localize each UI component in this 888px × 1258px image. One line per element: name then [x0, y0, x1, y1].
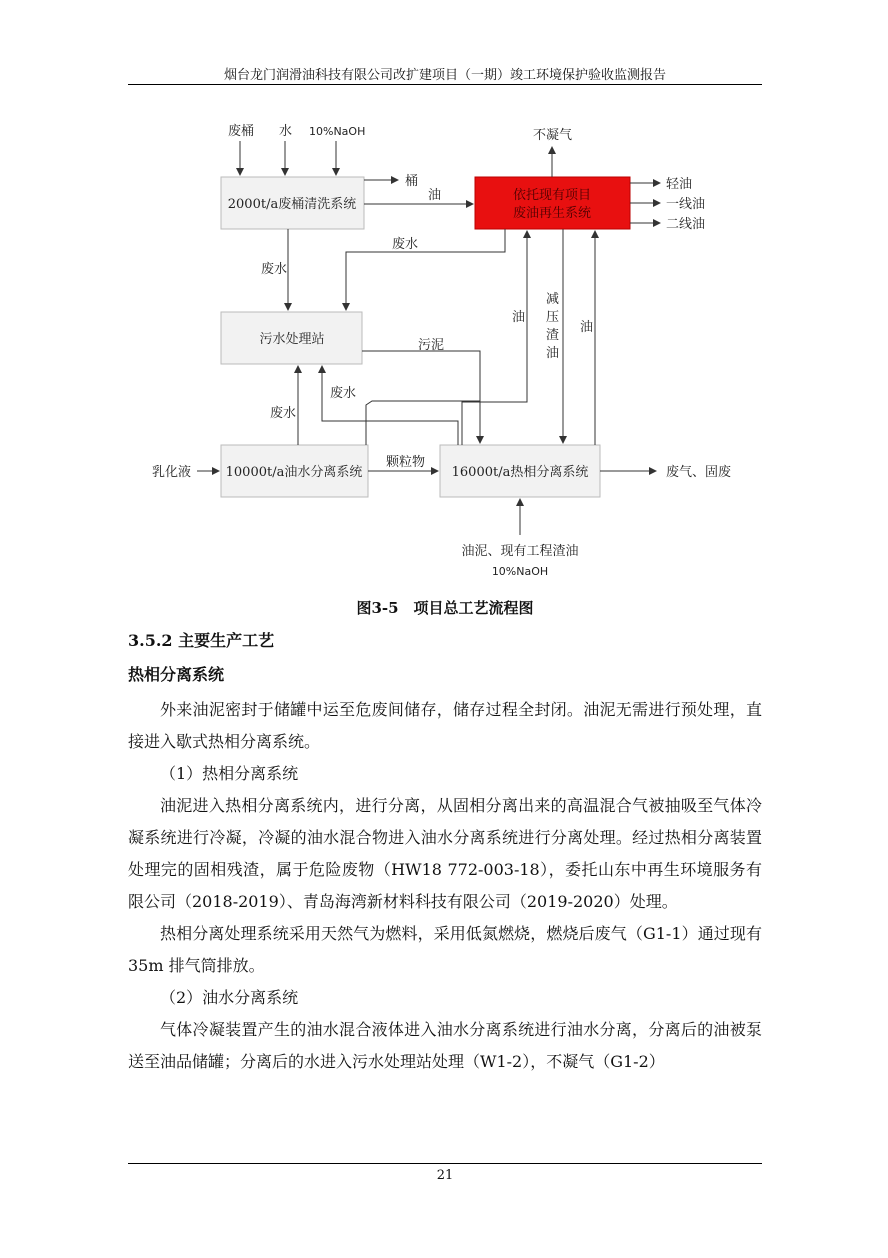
label-waste-out: 废气、固废 [666, 465, 732, 480]
label-wastewater-low: 废水 [270, 406, 297, 421]
figure-caption: 图3-5 项目总工艺流程图 [356, 599, 534, 617]
label-wastewater-mid: 废水 [330, 386, 357, 401]
label-particles: 颗粒物 [386, 455, 426, 470]
box-oil-water-label: 10000t/a油水分离系统 [225, 465, 363, 480]
box-regeneration-line1: 依托现有项目 [512, 188, 592, 203]
paragraph-2: 油泥进入热相分离系统内，进行分离，从固相分离出来的高温混合气被抽吸至气体冷凝系统进行冷凝，冷凝的油水混合物进入油水分离系统进行分离处理。经过热相分离装置处理完的固相残渣，属于危险废物（HW18 772-003-18），委托山东中再生环境服务有限公司（2018-2019）、青岛海湾新材料科技有限公司（2019-2020）处理。 [128, 796, 762, 911]
paragraph-1: 外来油泥密封于储罐中运至危废间储存，储存过程全封闭。油泥无需进行预处理，直接进入歇式热相分离系统。 [128, 700, 762, 751]
label-vacuum-4: 油 [546, 346, 560, 361]
section-heading: 3.5.2 主要生产工艺 [128, 631, 275, 650]
process-flow-diagram [0, 105, 888, 595]
paragraph-3: 热相分离处理系统采用天然气为燃料，采用低氮燃烧，燃烧后废气（G1-1）通过现有 35m 排气筒排放。 [128, 924, 762, 975]
label-line2-oil: 二线油 [666, 217, 706, 232]
header-rule [128, 84, 762, 85]
label-line1-oil: 一线油 [666, 197, 706, 212]
page-number: 21 [436, 1168, 454, 1183]
label-oil-right: 油 [580, 320, 594, 335]
item-thermal-system: （1）热相分离系统 [160, 764, 299, 783]
label-bucket: 桶 [405, 174, 419, 189]
paragraph-4: 气体冷凝装置产生的油水混合液体进入油水分离系统进行油水分离，分离后的油被泵送至油品储罐；分离后的水进入污水处理站处理（W1-2），不凝气（G1-2） [128, 1020, 762, 1071]
input-water: 水 [279, 124, 293, 139]
page-header: 烟台龙门润滑油科技有限公司改扩建项目（一期）竣工环境保护验收监测报告 [223, 68, 666, 83]
label-sludge: 污泥 [418, 338, 445, 353]
item-oil-water-system: （2）油水分离系统 [160, 988, 299, 1007]
label-emulsion: 乳化液 [152, 465, 192, 480]
label-wastewater-top: 废水 [392, 237, 419, 252]
label-bottom-input-2: 10%NaOH [491, 565, 549, 578]
box-bucket-wash-label: 2000t/a废桶清洗系统 [227, 197, 357, 212]
label-light-oil: 轻油 [666, 177, 693, 192]
label-non-condensable: 不凝气 [533, 128, 573, 143]
label-oil-mid: 油 [512, 310, 526, 325]
box-thermal-label: 16000t/a热相分离系统 [451, 465, 589, 480]
label-bottom-input-1: 油泥、现有工程渣油 [461, 544, 579, 559]
label-oil-top: 油 [428, 188, 442, 203]
body-text [128, 694, 762, 1078]
label-vacuum-1: 减 [546, 292, 560, 307]
label-wastewater-left: 废水 [261, 262, 288, 277]
box-regeneration-line2: 废油再生系统 [512, 206, 592, 221]
sub-heading: 热相分离系统 [128, 665, 225, 684]
label-vacuum-3: 渣 [546, 328, 560, 343]
box-regeneration [475, 177, 630, 229]
label-vacuum-2: 压 [546, 310, 560, 325]
footer-rule [128, 1163, 762, 1164]
box-sewage-label: 污水处理站 [259, 332, 325, 347]
input-naoh: 10%NaOH [309, 125, 366, 138]
input-waste-bucket: 废桶 [228, 124, 255, 139]
